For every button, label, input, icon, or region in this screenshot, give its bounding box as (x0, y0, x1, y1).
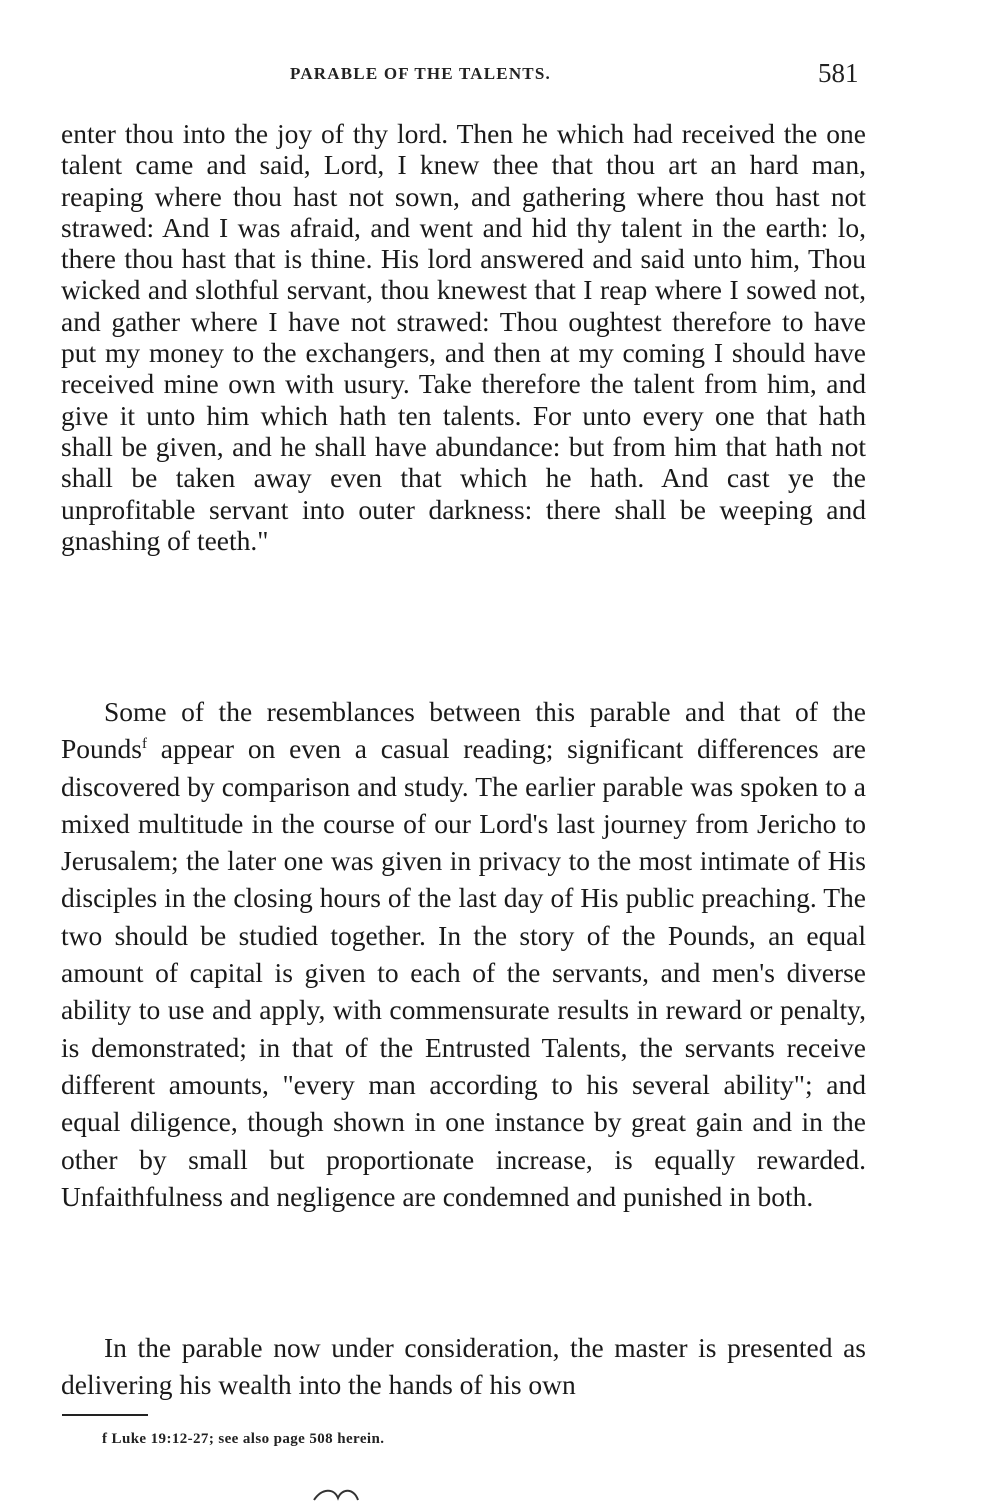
footnote: f Luke 19:12-27; see also page 508 herein. (102, 1431, 385, 1447)
paragraph-1-text-after-ref: appear on even a casual reading; significant differences are discovered by comparison and study. The earlier parable was spoken to a mixed multitude in the course of our Lord's last journey from Jericho to Jerusalem; the later one was given in privacy to the most intimate of His disciples in the closing hours of the last day of His public preaching. The two should be studied together. In the story of the Pounds, an equal amount of capital is given to each of the servants, and men's diverse ability to use and apply, with commensurate results in reward or penalty, is demonstrated; in that of the Entrusted Talents, the servants receive different amounts, "every man according to his several ability"; and equal diligence, though shown in one instance by great gain and in the other by small but proportionate increase, is equally rewarded. Unfaithfulness and negligence are condemned and punished in both. (61, 733, 866, 1212)
body-paragraph-2: In the parable now under consideration, the master is presented as delivering his wealth into the hands of his own (61, 1332, 866, 1401)
footnote-divider (62, 1414, 148, 1416)
footnote-reference: f (142, 736, 147, 753)
running-title: PARABLE OF THE TALENTS. (290, 64, 551, 83)
page-number: 581 (818, 58, 859, 88)
body-paragraph-1 (61, 693, 866, 1215)
quote-paragraph: enter thou into the joy of thy lord. Then he which had received the one talent came and said, Lord, I knew thee that thou art an hard man, reaping where thou hast not sown, and gathering where thou hast not strawed: And I was afraid, and went and hid thy talent in the earth: lo, there thou hast that is thine. His lord answered and said unto him, Thou wicked and slothful servant, thou knewest that I reap where I sowed not, and gather where I have not strawed: Thou oughtest therefore to have put my money to the exchangers, and then at my coming I should have received mine own with usury. Take therefore the talent from him, and give it unto him which hath ten talents. For unto every one that hath shall be given, and he shall have abundance: but from him that hath not shall be taken away even that which he hath. And cast ye the unprofitable servant into outer darkness: there shall be weeping and gnashing of teeth." (61, 118, 866, 556)
running-head (0, 58, 1000, 94)
signature-mark (310, 1482, 362, 1512)
paragraph-1-text-before-ref: Some of the resemblances between this parable and that of the Pounds (61, 696, 866, 765)
